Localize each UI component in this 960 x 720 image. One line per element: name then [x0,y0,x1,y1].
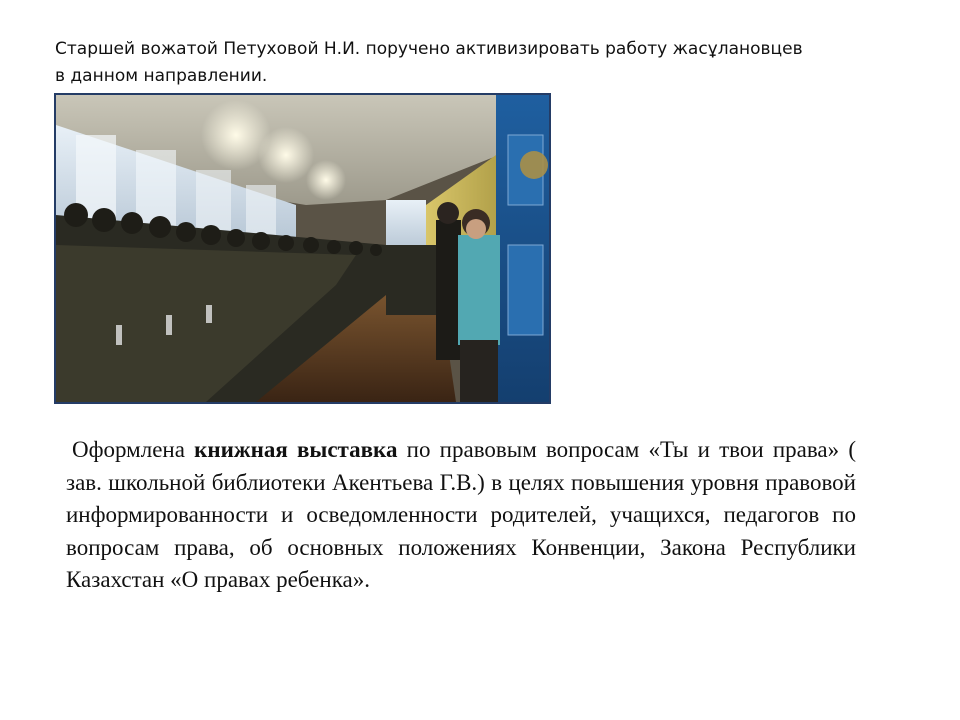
school-assembly-photo [54,93,551,404]
header-line-2: в данном направлении. [55,66,268,86]
photo-illustration [56,95,549,402]
paragraph-part2: по правовым вопросам «Ты и твои права» ( зав. школьной библиотеки Акентьева Г.В.) в целях повышения уровня правовой информированности и осведомленности родителей, учащихся, педагогов по вопросам права, об основных положениях Конвенции, Закона Республики Казахстан «О правах ребенка». [66,437,856,592]
slide-header [55,36,905,90]
paragraph-part1: Оформлена [72,437,195,462]
paragraph-book-exhibition [66,434,856,597]
paragraph-bold: книжная выставка [194,437,398,462]
header-line-1: Старшей вожатой Петуховой Н.И. поручено активизировать работу жасұлановцев [55,39,803,59]
